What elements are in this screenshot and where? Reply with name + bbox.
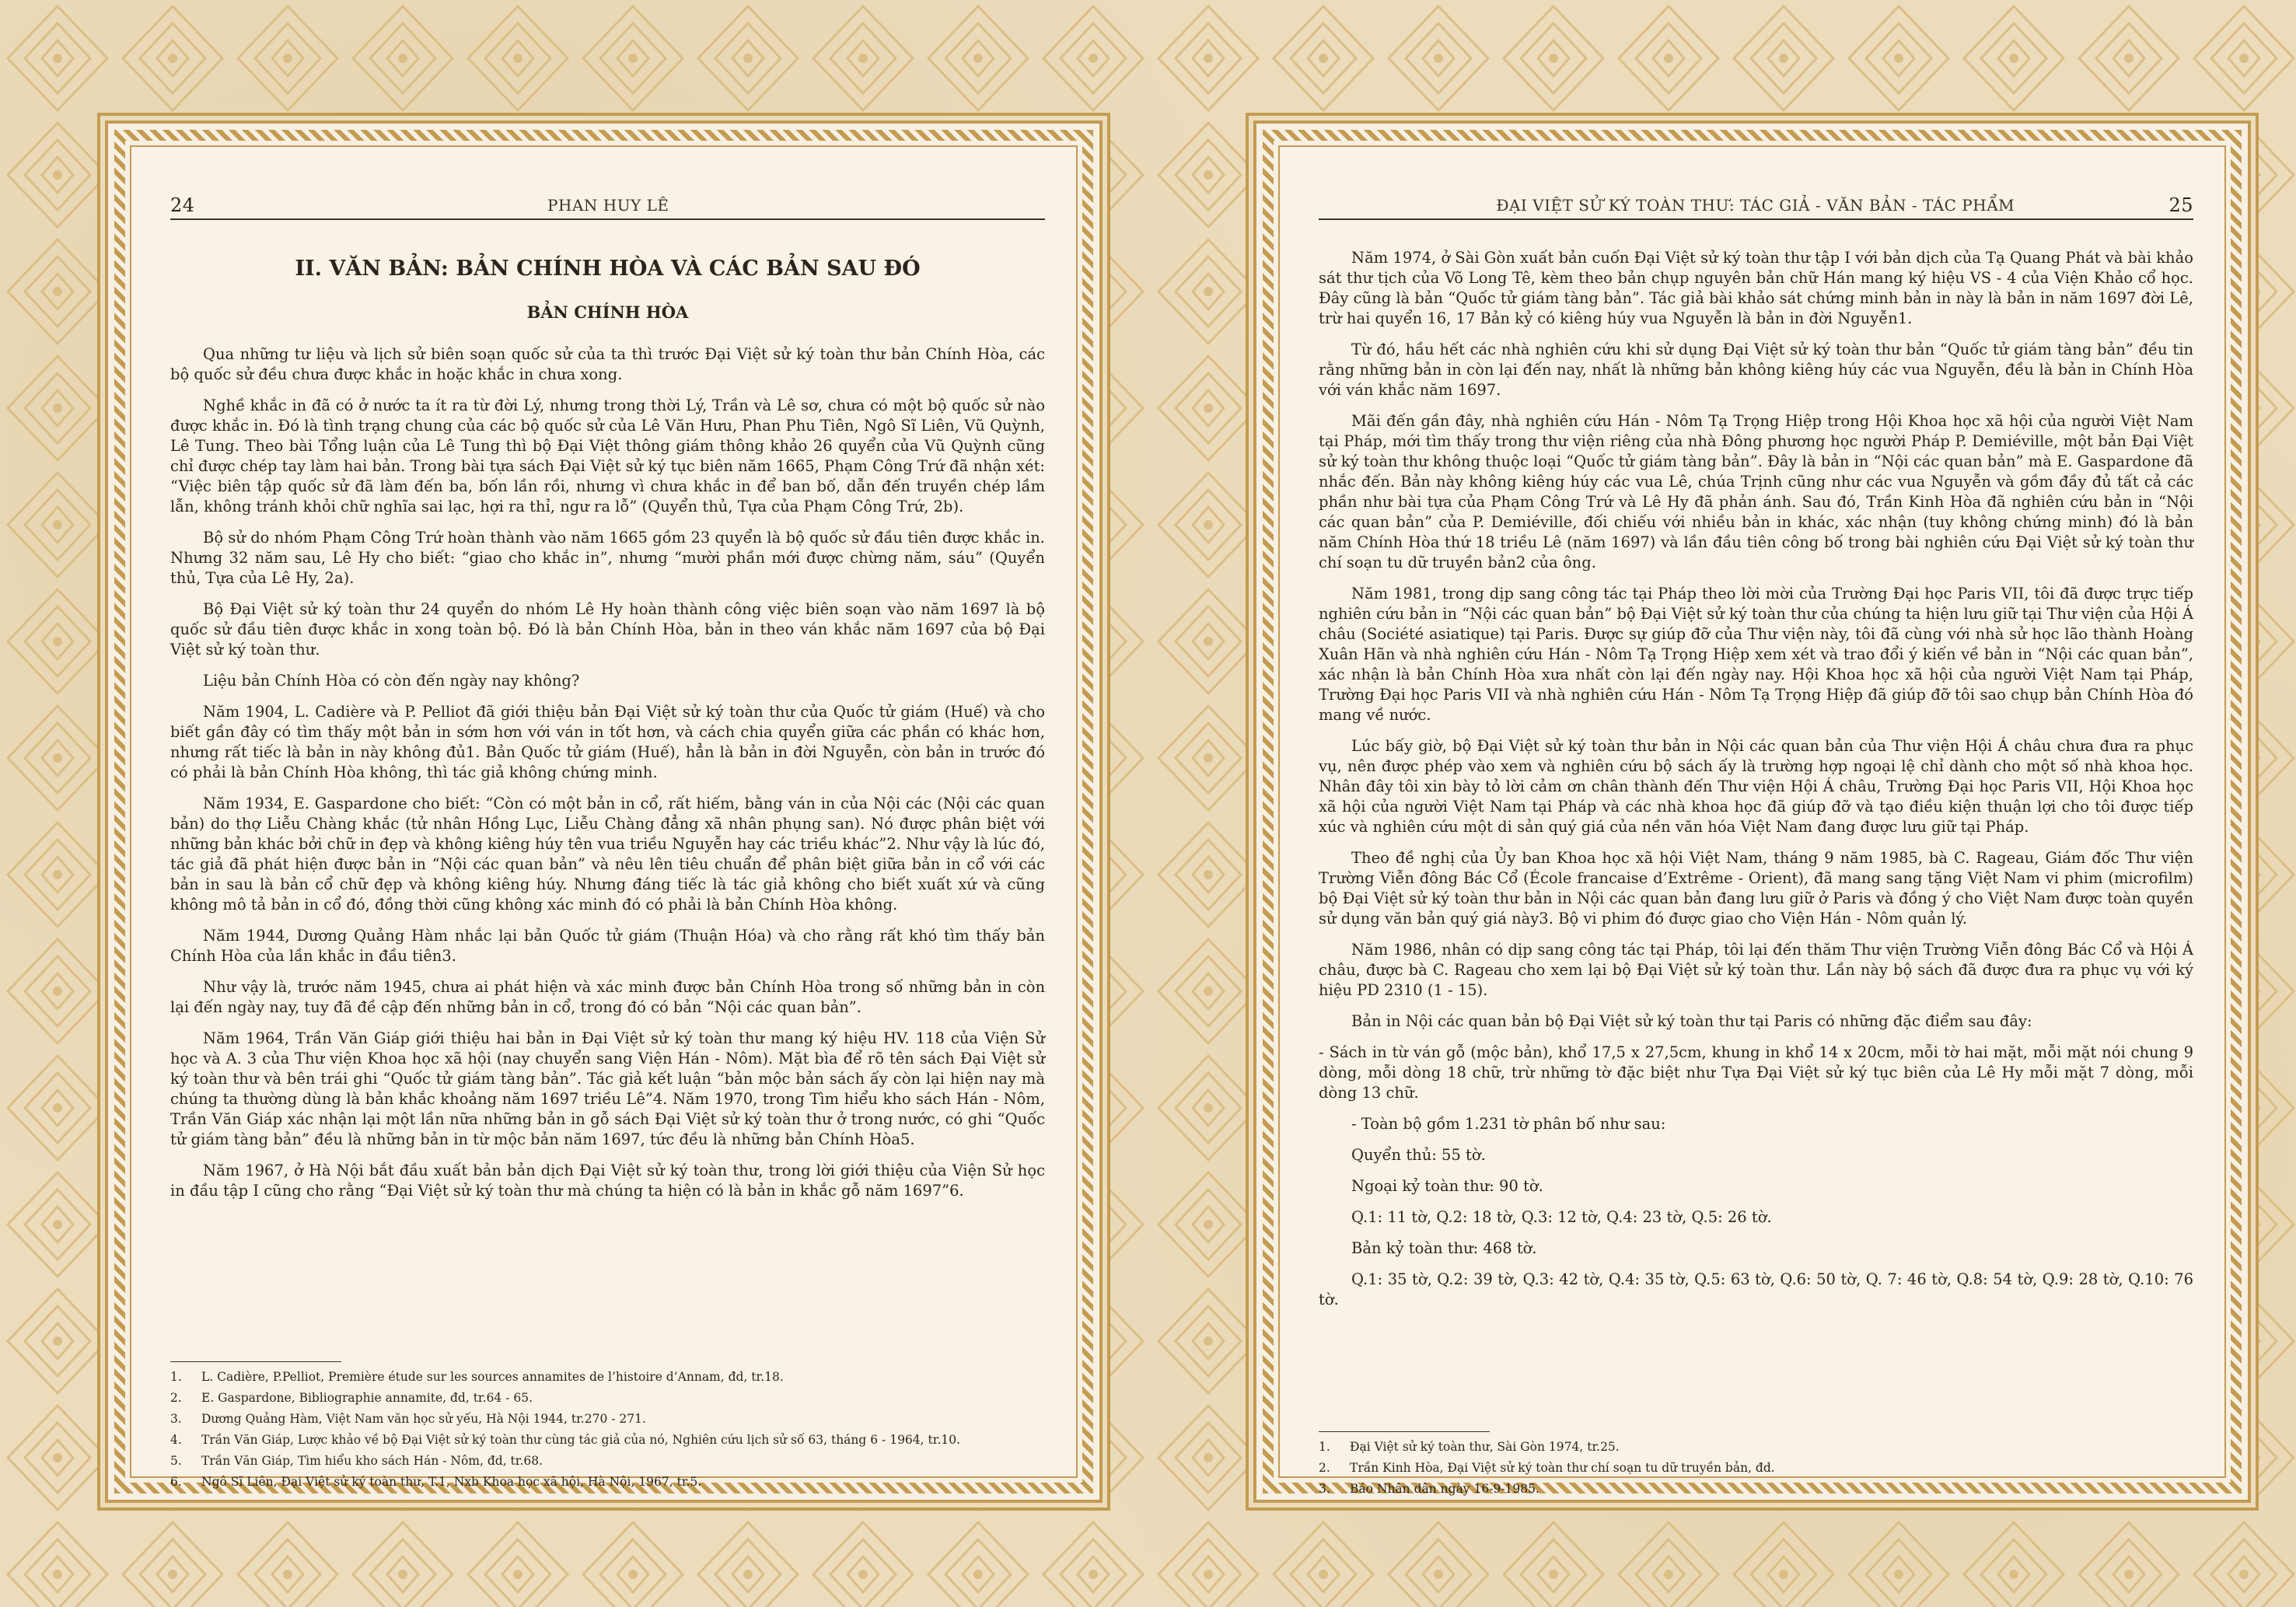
paragraph: Năm 1967, ở Hà Nội bắt đầu xuất bản bản dịch Đại Việt sử ký toàn thư, trong lời giới thiệu của Viện Sử học in đầu tập I cũng cho rằng “Đại Việt sử ký toàn thư mà chúng ta hiện có là bản in khắc gỗ năm 1697”6. — [170, 1162, 1045, 1200]
footnotes — [1319, 1431, 2193, 1500]
paragraph: Từ đó, hầu hết các nhà nghiên cứu khi sử dụng Đại Việt sử ký toàn thư bản “Quốc tử giám tàng bản” đều tin rằng những bản in còn lại đến nay, nhất là những bản không kiêng húy các vua Nguyễn, đều là bản in Chính Hòa với ván khắc năm 1697. — [1319, 341, 2193, 399]
paragraph: Năm 1934, E. Gaspardone cho biết: “Còn có một bản in cổ, rất hiếm, bằng ván in của Nội các (Nội các quan bản) do thợ Liễu Chàng khắc (tử nhân Hồng Lục, Liễu Chàng đẳng xã nhân phụng san). Nó được phân biệt với những bản khác bởi chữ in đẹp và không kiêng húy tên vua triều Nguyễn hay các triều khác”2. Như vậy là lúc đó, tác giả đã phát hiện được bản in “Nội các quan bản” và nêu lên tiêu chuẩn để phân biệt giữa bản in cổ với các bản in sau là bản cổ chữ đẹp và không kiêng húy. Nhưng đáng tiếc là tác giả không cho biết xuất xứ và cũng không mô tả bản in cổ đó, đồng thời cũng không xác minh đó có phải là bản Chính Hòa không. — [170, 795, 1045, 914]
paragraph: Nghề khắc in đã có ở nước ta ít ra từ đời Lý, nhưng trong thời Lý, Trần và Lê sơ, chưa có một bộ quốc sử nào được khắc in. Đó là tình trạng chung của các bộ quốc sử của Lê Văn Hưu, Phan Phu Tiên, Ngô Sĩ Liên, Vũ Quỳnh, Lê Tung. Theo bài Tổng luận của Lê Tung thì bộ Đại Việt thông giám thông khảo 26 quyển của Vũ Quỳnh cũng chỉ được chép tay làm hai bản. Trong bài tựa sách Đại Việt sử ký tục biên năm 1665, Phạm Công Trứ đã nhận xét: “Việc biên tập quốc sử đã làm đến ba, bốn lần rồi, nhưng vì chưa khắc in để ban bố, dẫn đến truyền chép lầm lẫn, không tránh khỏi chữ nghĩa sai lạc, hợi ra thỉ, ngư ra lỗ” (Quyển thủ, Tựa của Phạm Công Trứ, 2b). — [170, 397, 1045, 515]
footnote: 1. L. Cadière, P.Pelliot, Première étude sur les sources annamites de l’histoire d’Annam, đd, tr.18. — [170, 1370, 784, 1384]
footnote: 2. E. Gaspardone, Bibliographie annamite, đd, tr.64 - 65. — [170, 1391, 533, 1405]
list-item: - Toàn bộ gồm 1.231 tờ phân bố như sau: — [1351, 1115, 1666, 1133]
list-item: Q.1: 35 tờ, Q.2: 39 tờ, Q.3: 42 tờ, Q.4: 35 tờ, Q.5: 63 tờ, Q.6: 50 tờ, Q. 7: 46 tờ, Q.8: 54 tờ, Q.9: 28 tờ, Q.10: 76 tờ. — [1319, 1270, 2193, 1308]
left-page — [105, 121, 1103, 1503]
paragraph: Năm 1964, Trần Văn Giáp giới thiệu hai bản in Đại Việt sử ký toàn thư mang ký hiệu HV. 118 của Viện Sử học và A. 3 của Thư viện Khoa học xã hội (nay chuyển sang Viện Hán - Nôm). Mặt bìa để rõ tên sách Đại Việt sử ký toàn thư và bên trái ghi “Quốc tử giám tàng bản”. Tác giả kết luận “bản mộc bản sách ấy còn lại hiện nay mà chúng ta thường dùng là bản khắc khoảng năm 1697 triều Lê”4. Năm 1970, trong Tìm hiểu kho sách Hán - Nôm, Trần Văn Giáp xác nhận lại một lần nữa những bản in gỗ sách Đại Việt sử ký toàn thư ở trong nước, có ghi “Quốc tử giám tàng bản” đều là những bản in từ mộc bản năm 1697, tức đều là những bản Chính Hòa5. — [170, 1029, 1045, 1148]
left-page-header — [170, 195, 1045, 220]
footnote: 2. Trần Kinh Hòa, Đại Việt sử ký toàn thư chí soạn tu dữ truyền bản, đd. — [1319, 1461, 1775, 1475]
paragraph: Năm 1904, L. Cadière và P. Pelliot đã giới thiệu bản Đại Việt sử ký toàn thư của Quốc tử giám (Huế) và cho biết gần đây có tìm thấy một bản in sớm hơn với ván in tốt hơn, và cách chia quyển giữa các phần có khác hơn, nhưng rất tiếc là bản in này không đủ1. Bản Quốc tử giám (Huế), hẳn là bản in đời Nguyễn, còn bản in trước đó có phải là bản Chính Hòa không, thì tác giả không chứng minh. — [170, 703, 1045, 781]
paragraph: Năm 1944, Dương Quảng Hàm nhắc lại bản Quốc tử giám (Thuận Hóa) và cho rằng rất khó tìm thấy bản Chính Hòa của lần khắc in đầu tiên3. — [170, 927, 1045, 965]
right-page-content — [1319, 194, 2193, 1496]
paragraph: Mãi đến gần đây, nhà nghiên cứu Hán - Nôm Tạ Trọng Hiệp trong Hội Khoa học xã hội của người Việt Nam tại Pháp, mới tìm thấy trong thư viện riêng của nhà Đông phương học người Pháp P. Demiéville, một bản Đại Việt sử ký toàn thư không thuộc loại “Quốc tử giám tàng bản”. Đây là bản in “Nội các quan bản” mà E. Gaspardone đã nhắc đến. Bản này không kiêng húy các vua Lê, chúa Trịnh cũng như các vua Nguyễn và gồm đầy đủ tất cả các phần như bài tựa của Phạm Công Trứ và Lê Hy đã phản ánh. Sau đó, Trần Kinh Hòa đã nghiên cứu bản in “Nội các quan bản” của P. Demiéville, đối chiếu với nhiều bản in khác, xác nhận (tuy không chứng minh) đó là bản năm Chính Hòa thứ 18 triều Lê (năm 1697) và lần đầu tiên công bố trong bài nghiên cứu Đại Việt sử ký toàn thư chí soạn tu dữ truyền bản2 của ông. — [1319, 412, 2193, 571]
left-page-content — [170, 194, 1045, 1489]
footnote: 4. Trần Văn Giáp, Lược khảo về bộ Đại Việt sử ký toàn thư cùng tác giả của nó, Nghiên cứu lịch sử số 63, tháng 6 - 1964, tr.10. — [170, 1433, 961, 1447]
footnote: 6. Ngô Sĩ Liên, Đại Việt sử ký toàn thư, T.1, Nxb Khoa học xã hội, Hà Nội, 1967, tr.5. — [170, 1475, 702, 1489]
footnotes — [170, 1361, 1045, 1493]
paragraph: Bộ Đại Việt sử ký toàn thư 24 quyển do nhóm Lê Hy hoàn thành công việc biên soạn vào năm 1697 là bộ quốc sử đầu tiên được khắc in xong toàn bộ. Đó là bản Chính Hòa, bản in theo ván khắc năm 1697 của bộ Đại Việt sử ký toàn thư. — [170, 600, 1045, 659]
paragraph: Liệu bản Chính Hòa có còn đến ngày nay không? — [203, 672, 580, 690]
list-item: Ngoại kỷ toàn thư: 90 tờ. — [1351, 1177, 1543, 1195]
footnote: 1. Đại Việt sử ký toàn thư, Sài Gòn 1974, tr.25. — [1319, 1440, 1620, 1454]
right-page — [1253, 121, 2251, 1503]
footnote: 3. Dương Quảng Hàm, Việt Nam văn học sử yếu, Hà Nội 1944, tr.270 - 271. — [170, 1412, 646, 1426]
footnote-rule — [170, 1361, 341, 1362]
paragraph: Như vậy là, trước năm 1945, chưa ai phát hiện và xác minh được bản Chính Hòa trong số những bản in còn lại đến ngày nay, tuy đã đề cập đến những bản in cổ, trong đó có bản “Nội các quan bản”. — [170, 978, 1045, 1016]
footnote: 5. Trần Văn Giáp, Tìm hiểu kho sách Hán - Nôm, đd, tr.68. — [170, 1454, 543, 1468]
left-page-inner — [130, 145, 1078, 1489]
section-title: II. VĂN BẢN: BẢN CHÍNH HÒA VÀ CÁC BẢN SAU ĐÓ — [295, 257, 921, 281]
footnote: 3. Báo Nhân dân ngày 16-9-1985. — [1319, 1482, 1539, 1496]
right-page-header — [1319, 195, 2193, 220]
list-item: Bản kỷ toàn thư: 468 tờ. — [1351, 1239, 1537, 1257]
running-head: PHAN HUY LÊ — [547, 196, 669, 215]
right-page-inner — [1278, 145, 2226, 1496]
list-item: - Sách in từ ván gỗ (mộc bản), khổ 17,5 x 27,5cm, khung in khổ 14 x 20cm, mỗi tờ hai mặt, mỗi mặt nói chung 9 dòng, mỗi dòng 18 chữ, trừ những tờ đặc biệt như Tựa Đại Việt sử ký tục biên của Lê Hy mỗi mặt 7 dòng, mỗi dòng 13 chữ. — [1319, 1043, 2193, 1102]
paragraph: Bộ sử do nhóm Phạm Công Trứ hoàn thành vào năm 1665 gồm 23 quyển là bộ quốc sử đầu tiên được khắc in. Nhưng 32 năm sau, Lê Hy cho biết: “giao cho khắc in”, nhưng “mười phần mới được chừng năm, sáu” (Quyển thủ, Tựa của Lê Hy, 2a). — [170, 529, 1045, 587]
footnote-rule — [1319, 1431, 1490, 1432]
list-item: Q.1: 11 tờ, Q.2: 18 tờ, Q.3: 12 tờ, Q.4: 23 tờ, Q.5: 26 tờ. — [1351, 1208, 1772, 1226]
paragraph: Năm 1986, nhân có dịp sang công tác tại Pháp, tôi lại đến thăm Thư viện Trường Viễn đông Bác Cổ và Hội Á châu, được bà C. Rageau cho xem lại bộ Đại Việt sử ký toàn thư. Lần này bộ sách đã được đưa ra phục vụ với ký hiệu PD 2310 (1 - 15). — [1319, 941, 2193, 999]
paragraph: Theo đề nghị của Ủy ban Khoa học xã hội Việt Nam, tháng 9 năm 1985, bà C. Rageau, Giám đốc Thư viện Trường Viễn đông Bác Cổ (École francaise d’Extrême - Orient), đã mang sang tặng Việt Nam vi phim (microfilm) bộ Đại Việt sử ký toàn thư bản in Nội các quan bản đang lưu giữ ở Paris và đồng ý cho Việt Nam được toàn quyền sử dụng văn bản quý giá này3. Bộ vi phim đó được giao cho Viện Hán - Nôm quản lý. — [1319, 849, 2193, 928]
paragraph: Lúc bấy giờ, bộ Đại Việt sử ký toàn thư bản in Nội các quan bản của Thư viện Hội Á châu chưa đưa ra phục vụ, nên được phép vào xem và nghiên cứu bộ sách ấy là trường hợp ngoại lệ chỉ dành cho một số nhà khoa học. Nhân đây tôi xin bày tỏ lời cảm ơn chân thành đến Thư viện Hội Á châu, Trường Đại học Paris VII, Hội Khoa học xã hội của người Việt Nam tại Pháp và các nhà khoa học đã giúp đỡ và tạo điều kiện thuận lợi cho tôi được tiếp xúc và nghiên cứu một di sản quý giá của nền văn hóa Việt Nam đang được lưu giữ tại Pháp. — [1319, 737, 2193, 836]
paragraph: Bản in Nội các quan bản bộ Đại Việt sử ký toàn thư tại Paris có những đặc điểm sau đây: — [1351, 1012, 2032, 1030]
page-number: 24 — [170, 194, 195, 216]
paragraph: Năm 1974, ở Sài Gòn xuất bản cuốn Đại Việt sử ký toàn thư tập I với bản dịch của Tạ Quang Phát và bài khảo sát thư tịch của Võ Long Tê, kèm theo bản chụp nguyên bản chữ Hán mang ký hiệu VS - 4 của Viện Khảo cổ học. Đây cũng là bản “Quốc tử giám tàng bản”. Tác giả bài khảo sát chứng minh bản in này là bản in năm 1697 đời Lê, trừ hai quyển 16, 17 Bản kỷ có kiêng húy vua Nguyễn là bản in đời Nguyễn1. — [1319, 249, 2193, 327]
list-item: Quyển thủ: 55 tờ. — [1351, 1146, 1486, 1164]
paragraph: Qua những tư liệu và lịch sử biên soạn quốc sử của ta thì trước Đại Việt sử ký toàn thư bản Chính Hòa, các bộ quốc sử đều chưa được khắc in hoặc khắc in chưa xong. — [170, 345, 1045, 383]
paragraph: Năm 1981, trong dịp sang công tác tại Pháp theo lời mời của Trường Đại học Paris VII, tôi đã được trực tiếp nghiên cứu bản in “Nội các quan bản” bộ Đại Việt sử ký toàn thư của chúng ta hiện lưu giữ tại Thư viện của Hội Á châu (Société asiatique) tại Paris. Được sự giúp đỡ của Thư viện này, tôi đã cùng với nhà sử học lão thành Hoàng Xuân Hãn và nhà nghiên cứu Hán - Nôm Tạ Trọng Hiệp xem xét và trao đổi ý kiến về bản in “Nội các quan bản”, xác nhận là bản Chính Hòa xưa nhất còn lại đến ngày nay. Hội Khoa học xã hội của người Việt Nam tại Pháp, Trường Đại học Paris VII và nhà nghiên cứu Hán - Nôm Tạ Trọng Hiệp đã giúp đỡ tôi sao chụp bản Chính Hòa đó mang về nước. — [1319, 585, 2193, 724]
page-number: 25 — [2168, 194, 2193, 216]
running-head: ĐẠI VIỆT SỬ KÝ TOÀN THƯ: TÁC GIẢ - VĂN BẢN - TÁC PHẨM — [1496, 196, 2015, 215]
subsection-title: BẢN CHÍNH HÒA — [526, 302, 689, 322]
